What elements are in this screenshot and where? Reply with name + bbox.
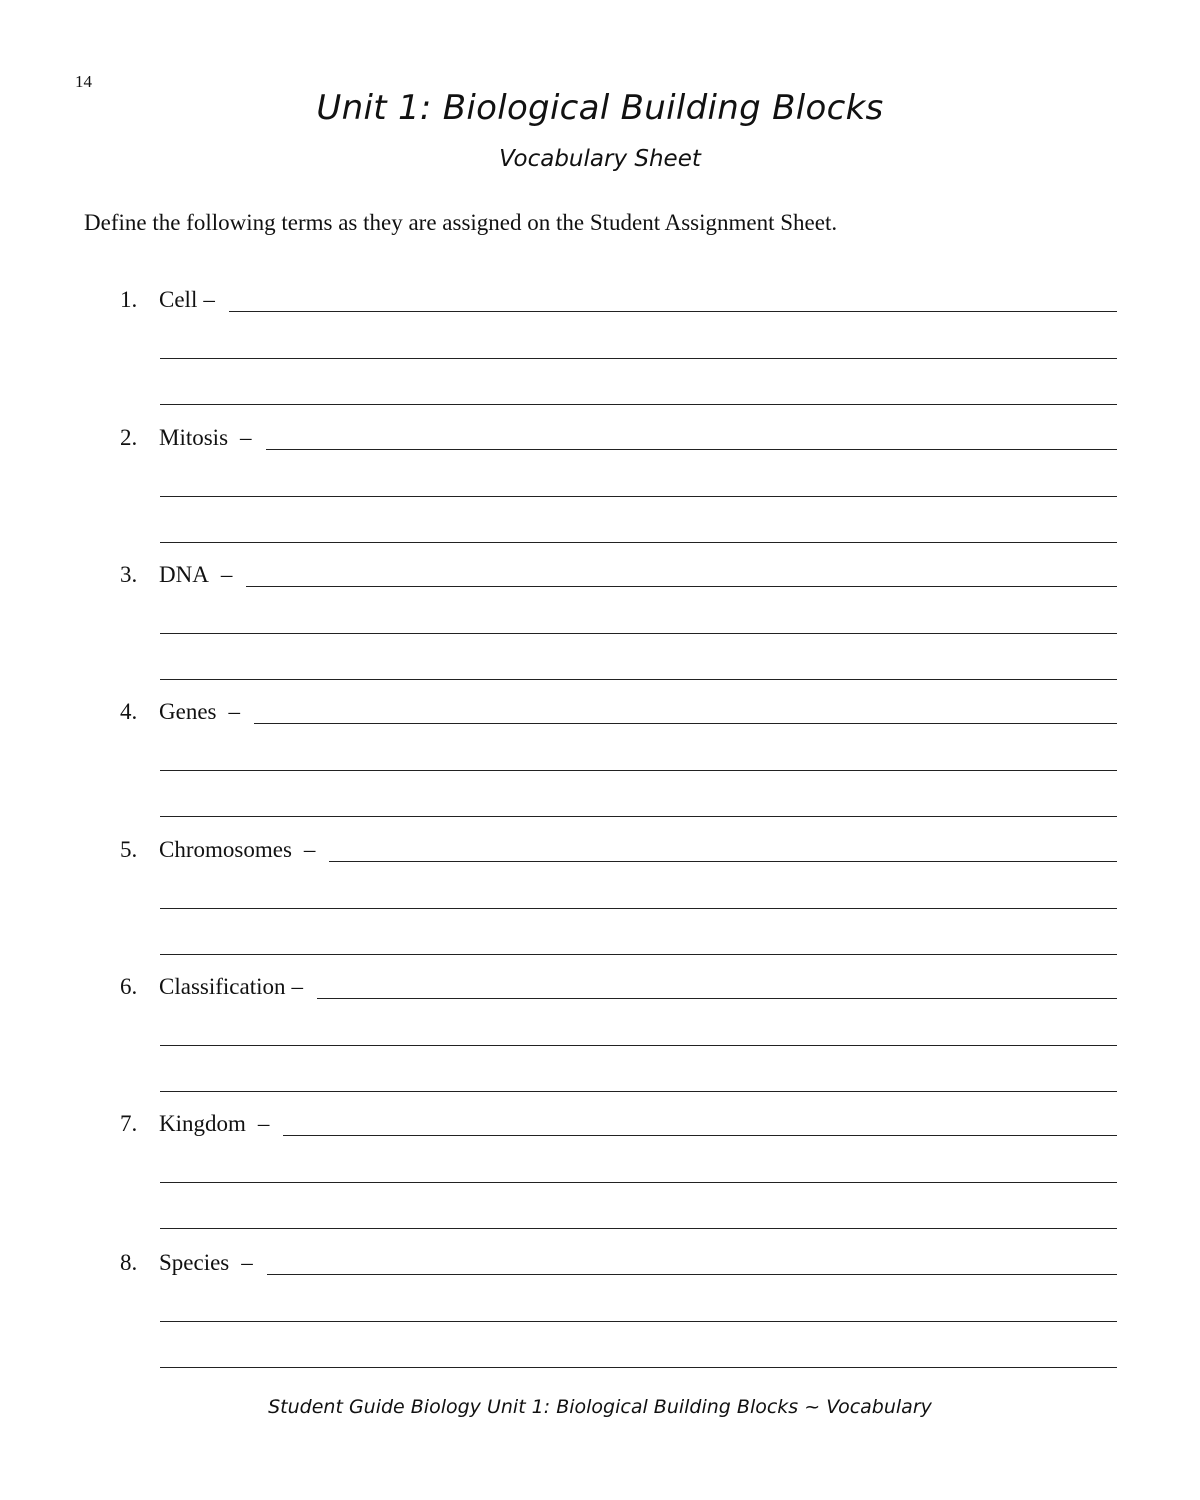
- page-title: Unit 1: Biological Building Blocks: [316, 88, 884, 128]
- term-dash: –: [303, 837, 316, 862]
- vocab-term: Genes: [159, 699, 217, 724]
- term-dash: –: [228, 699, 240, 724]
- term-dash: –: [240, 425, 252, 450]
- item-number: 6.: [120, 974, 138, 999]
- vocab-term: Mitosis: [159, 425, 229, 450]
- term-row: [159, 974, 1117, 1004]
- item-number: 2.: [120, 425, 138, 450]
- vocab-item-classification: [0, 974, 1200, 1112]
- instructions-text: Define the following terms as they are assigned on the Student Assignment Sheet.: [84, 210, 838, 235]
- term-row: [159, 425, 1117, 455]
- definition-line[interactable]: [160, 770, 1117, 771]
- vocab-term: Chromosomes: [159, 837, 292, 862]
- definition-line[interactable]: [160, 954, 1117, 955]
- definition-line[interactable]: [160, 404, 1117, 405]
- term-row: [159, 1250, 1117, 1280]
- definition-line[interactable]: [229, 287, 1117, 312]
- term-row: [159, 837, 1117, 867]
- term-dash: –: [291, 974, 303, 999]
- vocab-item-dna: [0, 562, 1200, 700]
- definition-line[interactable]: [329, 837, 1117, 862]
- term-dash: –: [257, 1111, 270, 1136]
- definition-line[interactable]: [283, 1111, 1117, 1136]
- term-row: [159, 1111, 1117, 1141]
- item-number: 5.: [120, 837, 138, 862]
- vocab-item-species: [0, 1250, 1200, 1388]
- definition-line[interactable]: [267, 1250, 1117, 1275]
- term-row: [159, 562, 1117, 592]
- vocab-term: Species: [159, 1250, 230, 1275]
- definition-line[interactable]: [266, 425, 1117, 450]
- vocab-item-genes: [0, 699, 1200, 837]
- definition-line[interactable]: [160, 908, 1117, 909]
- definition-line[interactable]: [246, 562, 1117, 587]
- vocab-item-cell: [0, 287, 1200, 425]
- definition-line[interactable]: [160, 1321, 1117, 1322]
- term-dash: –: [241, 1250, 253, 1275]
- term-row: [159, 287, 1117, 317]
- definition-line[interactable]: [160, 1091, 1117, 1092]
- item-number: 4.: [120, 699, 138, 724]
- item-number: 3.: [120, 562, 138, 587]
- definition-line[interactable]: [254, 699, 1117, 724]
- definition-line[interactable]: [160, 1367, 1117, 1368]
- definition-line[interactable]: [160, 542, 1117, 543]
- definition-line[interactable]: [160, 496, 1117, 497]
- vocab-term: Cell: [159, 287, 198, 312]
- definition-line[interactable]: [160, 679, 1117, 680]
- vocab-term: Kingdom: [159, 1111, 246, 1136]
- item-number: 8.: [120, 1250, 138, 1275]
- term-row: [159, 699, 1117, 729]
- definition-line[interactable]: [160, 1182, 1117, 1183]
- term-dash: –: [220, 562, 233, 587]
- definition-line[interactable]: [160, 1045, 1117, 1046]
- definition-line[interactable]: [160, 1228, 1117, 1229]
- definition-line[interactable]: [317, 974, 1117, 999]
- page-subtitle: Vocabulary Sheet: [499, 146, 701, 172]
- item-number: 7.: [120, 1111, 138, 1136]
- definition-line[interactable]: [160, 816, 1117, 817]
- vocab-item-chromosomes: [0, 837, 1200, 975]
- term-dash: –: [203, 287, 215, 312]
- vocab-item-mitosis: [0, 425, 1200, 563]
- definition-line[interactable]: [160, 633, 1117, 634]
- page-number: 14: [75, 72, 92, 91]
- definition-line[interactable]: [160, 358, 1117, 359]
- page-footer: Student Guide Biology Unit 1: Biological Building Blocks ~ Vocabulary: [268, 1396, 932, 1418]
- item-number: 1.: [120, 287, 138, 312]
- vocab-item-kingdom: [0, 1111, 1200, 1249]
- vocab-term: DNA: [159, 562, 209, 587]
- vocab-term: Classification: [159, 974, 286, 999]
